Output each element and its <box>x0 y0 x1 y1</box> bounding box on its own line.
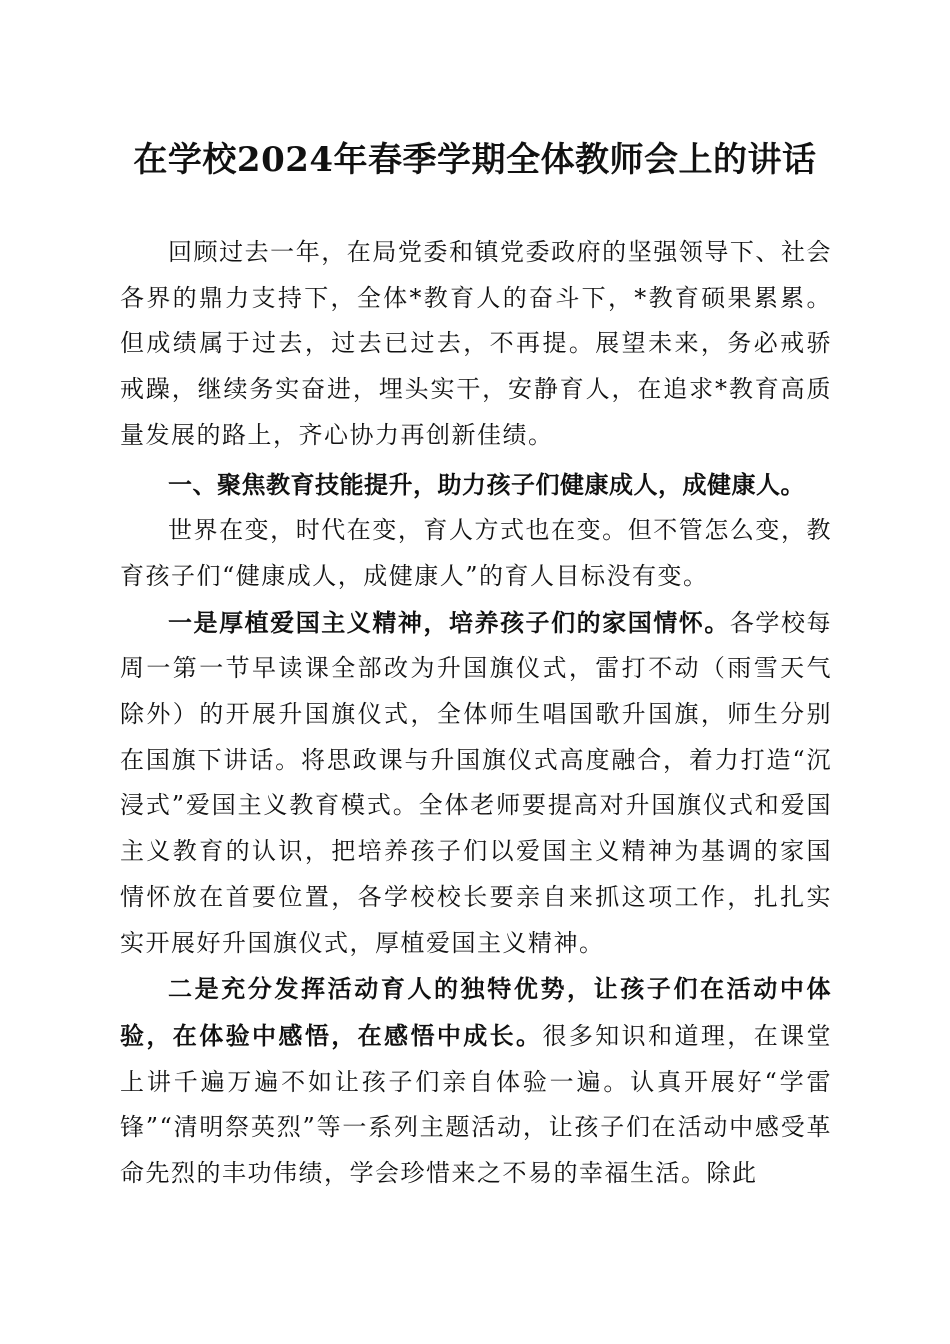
paragraph-body-activities: 很多知识和道理，在课堂上讲千遍万遍不如让孩子们亲自体验一遍。认真开展好“学雷锋”“清明祭英烈”等一系列主题活动，让孩子们在活动中感受革命先烈的丰功伟绩，学会珍惜来之不易的幸福生活。除此 <box>120 1021 833 1188</box>
section-heading-1: 一、聚焦教育技能提升，助力孩子们健康成人，成健康人。 <box>168 470 805 499</box>
document-body <box>120 230 832 1197</box>
document-title: 在学校2024年春季学期全体教师会上的讲话 <box>133 140 817 180</box>
paragraph-patriotism <box>120 600 832 967</box>
paragraph-world-change: 世界在变，时代在变，育人方式也在变。但不管怎么变，教育孩子们“健康成人，成健康人”的育人目标没有变。 <box>120 516 832 590</box>
paragraph-lead-patriotism: 一是厚植爱国主义精神，培养孩子们的家国情怀。 <box>168 607 730 637</box>
paragraph-activities <box>120 966 832 1197</box>
paragraph-review: 回顾过去一年，在局党委和镇党委政府的坚强领导下、社会各界的鼎力支持下，全体*教育人的奋斗下，*教育硕果累累。但成绩属于过去，过去已过去，不再提。展望未来，务必戒骄戒躁，继续务实奋进，埋头实干，安静育人，在追求*教育高质量发展的路上，齐心协力再创新佳绩。 <box>120 238 832 449</box>
paragraph-body-patriotism: 各学校每周一第一节早读课全部改为升国旗仪式，雷打不动（雨雪天气除外）的开展升国旗仪式，全体师生唱国歌升国旗，师生分别在国旗下讲话。将思政课与升国旗仪式高度融合，着力打造“沉浸式”爱国主义教育模式。全体老师要提高对升国旗仪式和爱国主义教育的认识，把培养孩子们以爱国主义精神为基调的家国情怀放在首要位置，各学校校长要亲自来抓这项工作，扎扎实实开展好升国旗仪式，厚植爱国主义精神。 <box>120 608 833 957</box>
paragraph-lead-activities: 二是充分发挥活动育人的独特优势，让孩子们在活动中体验，在体验中感悟，在感悟中成长。 <box>120 974 832 1050</box>
